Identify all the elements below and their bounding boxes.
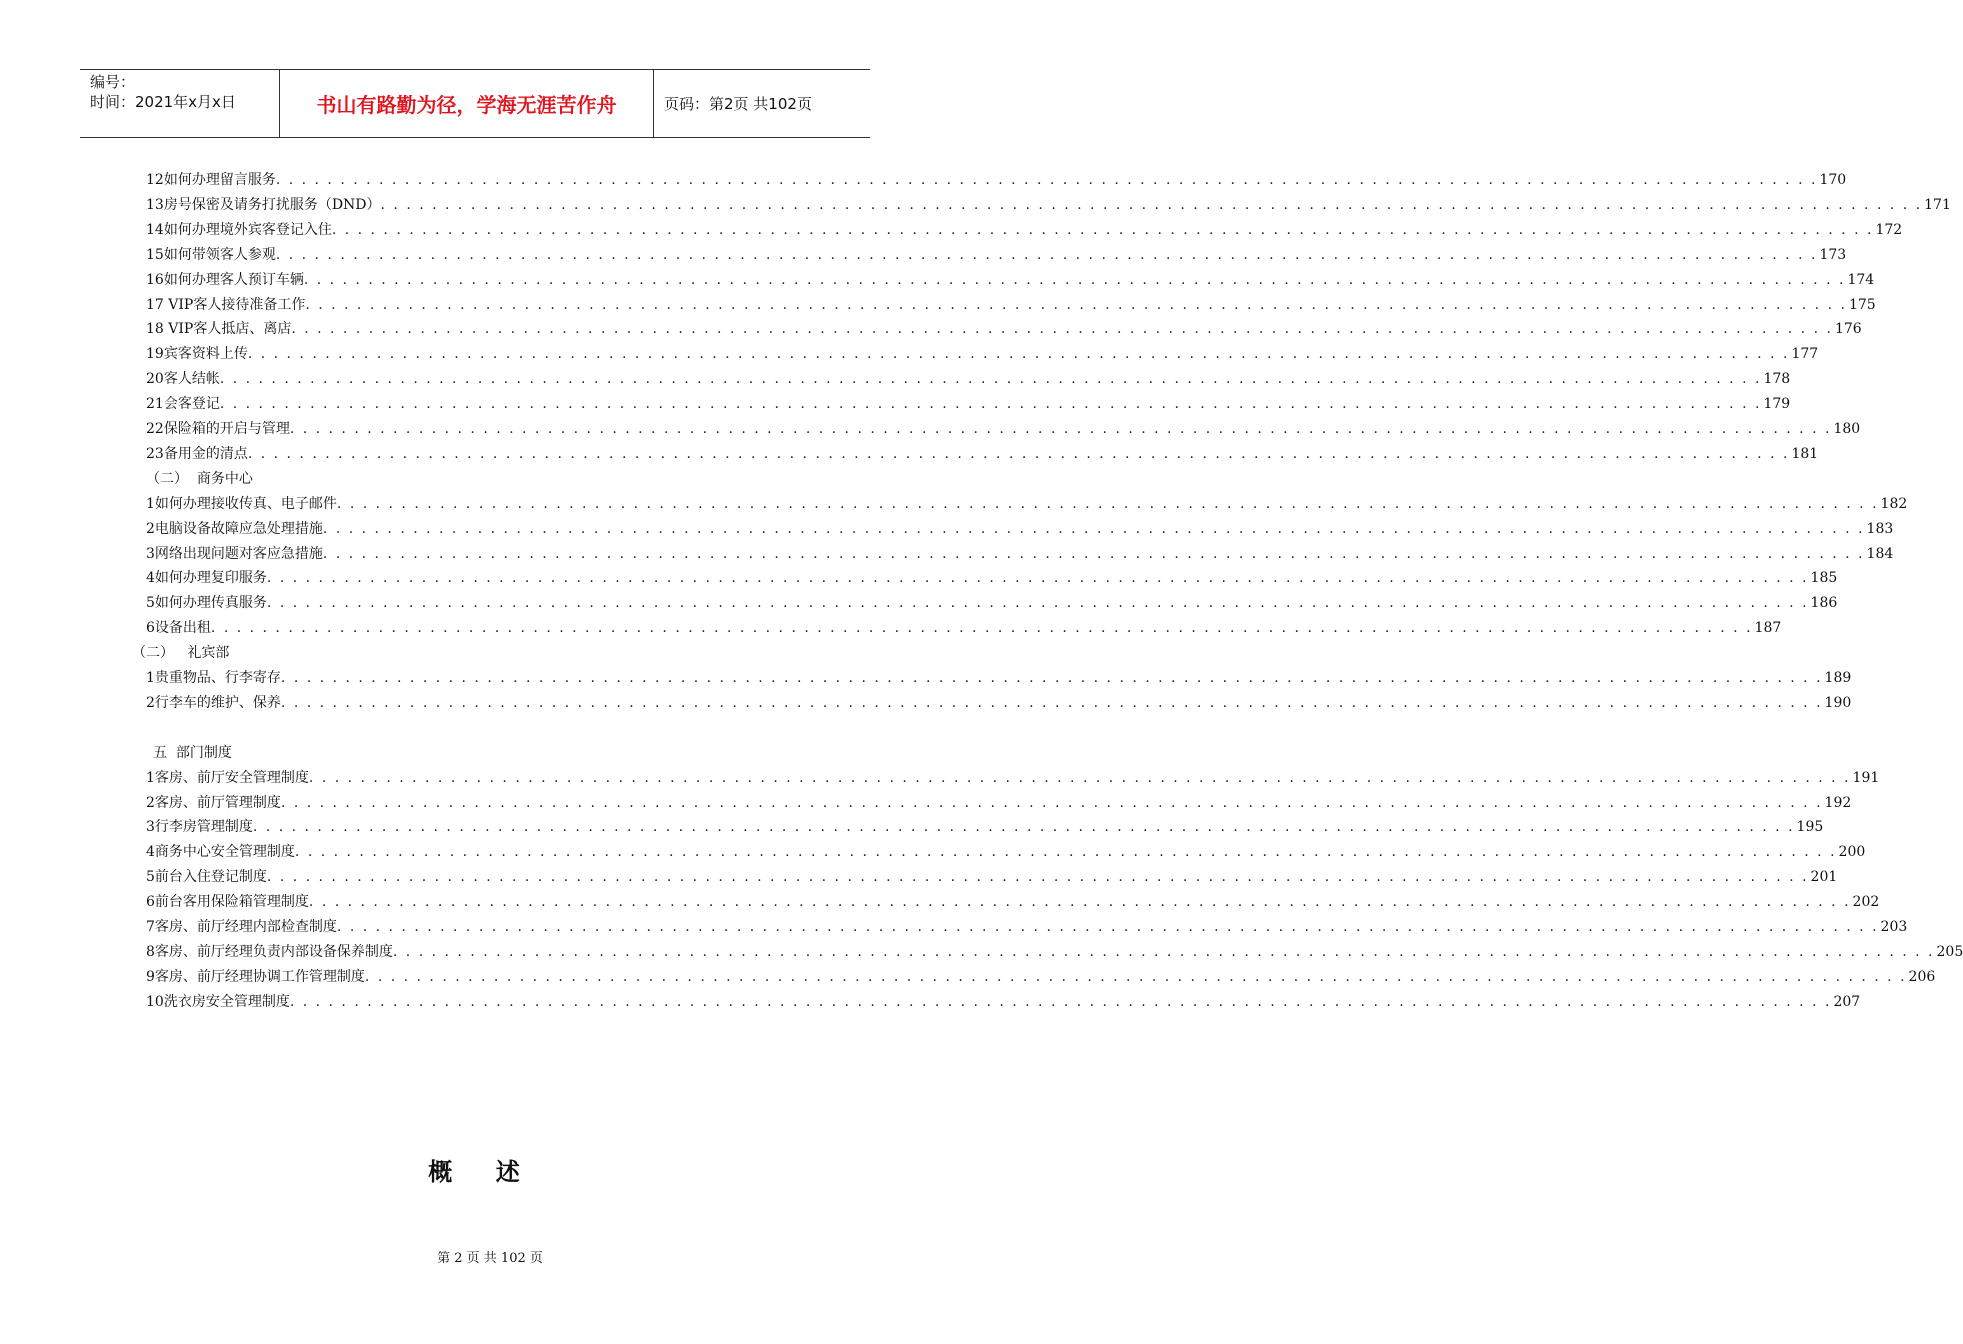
toc-entry-title: 8客房、前厅经理负责内部设备保养制度 bbox=[146, 943, 393, 960]
toc-entry-page: 201 bbox=[1810, 869, 1838, 886]
toc-leader-dots: . . . . . . . . . . . . . . . . . . . . . . . . . . . . . . . . . . . . . . . . . . . . . . . . . . . . . . . . . . . . . . . . . . . . . . . . . . . . . . . . . . . . . . . . . . . . . . . . . . . . . . . . . . . . . . . . . . . . . . . . bbox=[305, 296, 1847, 313]
toc-entry-page: 187 bbox=[1754, 620, 1782, 637]
toc-entry[interactable] bbox=[146, 517, 1894, 541]
toc-leader-dots: . . . . . . . . . . . . . . . . . . . . . . . . . . . . . . . . . . . . . . . . . . . . . . . . . . . . . . . . . . . . . . . . . . . . . . . . . . . . . . . . . . . . . . . . . . . . . . . . . . . . . . . . . . . . . . . . . . . . . . . . bbox=[266, 869, 1809, 886]
toc-leader-dots: . . . . . . . . . . . . . . . . . . . . . . . . . . . . . . . . . . . . . . . . . . . . . . . . . . . . . . . . . . . . . . . . . . . . . . . . . . . . . . . . . . . . . . . . . . . . . . . . . . . . . . . . . . . . . . . . . . . . . . . . bbox=[322, 545, 1865, 562]
toc-entry-title: 1贵重物品、行李寄存 bbox=[146, 670, 281, 686]
toc-entry-page: 176 bbox=[1834, 321, 1862, 338]
toc-entry-title: 6前台客用保险箱管理制度 bbox=[146, 894, 309, 911]
toc-entry-title: 7客房、前厅经理内部检查制度 bbox=[146, 919, 337, 935]
toc-leader-dots: . . . . . . . . . . . . . . . . . . . . . . . . . . . . . . . . . . . . . . . . . . . . . . . . . . . . . . . . . . . . . . . . . . . . . . . . . . . . . . . . . . . . . . . . . . . . . . . . . . . . . . . . . . . . . . . . . . . . . . . . bbox=[210, 620, 1753, 637]
toc-entry[interactable] bbox=[146, 791, 1852, 815]
toc-entry-title: 17 VIP客人接待准备工作 bbox=[146, 296, 306, 313]
toc-leader-dots: . . . . . . . . . . . . . . . . . . . . . . . . . . . . . . . . . . . . . . . . . . . . . . . . . . . . . . . . . . . . . . . . . . . . . . . . . . . . . . . . . . . . . . . . . . . . . . . . . . . . . . . . . . . . . . . . . . . . . . . . bbox=[289, 421, 1832, 437]
toc-entry[interactable] bbox=[146, 840, 1866, 864]
toc-entry[interactable] bbox=[146, 342, 1819, 366]
section-department-rules: 五 部门制度 bbox=[153, 744, 232, 761]
toc-entry-page: 205 bbox=[1936, 943, 1963, 960]
page-info: 页码：第2页 共102页 bbox=[664, 95, 812, 113]
toc-entry[interactable] bbox=[146, 168, 1847, 192]
toc-entry[interactable] bbox=[146, 591, 1838, 615]
page-footer: 第 2 页 共 102 页 bbox=[437, 1251, 543, 1266]
toc-entry[interactable] bbox=[146, 367, 1791, 391]
toc-leader-dots: . . . . . . . . . . . . . . . . . . . . . . . . . . . . . . . . . . . . . . . . . . . . . . . . . . . . . . . . . . . . . . . . . . . . . . . . . . . . . . . . . . . . . . . . . . . . . . . . . . . . . . . . . . . . . . . . . . . . . . . . bbox=[280, 694, 1823, 711]
toc-entry-page: 178 bbox=[1763, 371, 1791, 388]
toc-entry-page: 182 bbox=[1880, 495, 1908, 512]
toc-entry-title: 4商务中心安全管理制度 bbox=[146, 844, 295, 861]
toc-leader-dots: . . . . . . . . . . . . . . . . . . . . . . . . . . . . . . . . . . . . . . . . . . . . . . . . . . . . . . . . . . . . . . . . . . . . . . . . . . . . . . . . . . . . . . . . . . . . . . . . . . . . . . . . . . . . . . . . . . . . . . . . bbox=[275, 172, 1818, 188]
toc-leader-dots: . . . . . . . . . . . . . . . . . . . . . . . . . . . . . . . . . . . . . . . . . . . . . . . . . . . . . . . . . . . . . . . . . . . . . . . . . . . . . . . . . . . . . . . . . . . . . . . . . . . . . . . . . . . . . . . . . . . . . . . . bbox=[275, 246, 1818, 263]
toc-entry[interactable] bbox=[146, 317, 1862, 341]
toc-entry-title: 4如何办理复印服务 bbox=[146, 570, 267, 587]
toc-entry-page: 186 bbox=[1810, 595, 1838, 612]
toc-entry[interactable] bbox=[146, 691, 1852, 715]
number-label: 编号： bbox=[90, 73, 136, 91]
toc-entry[interactable] bbox=[146, 965, 1936, 989]
toc-entry[interactable] bbox=[146, 193, 1951, 217]
toc-entry[interactable] bbox=[146, 766, 1880, 790]
toc-entry-page: 171 bbox=[1924, 196, 1951, 213]
toc-entry-page: 179 bbox=[1763, 396, 1791, 413]
toc-entry-title: 1客房、前厅安全管理制度 bbox=[146, 769, 309, 786]
toc-entry-title: 3行李房管理制度 bbox=[146, 819, 253, 836]
toc-entry[interactable] bbox=[146, 392, 1791, 416]
toc-entry-title: 22保险箱的开启与管理 bbox=[146, 421, 290, 437]
toc-leader-dots: . . . . . . . . . . . . . . . . . . . . . . . . . . . . . . . . . . . . . . . . . . . . . . . . . . . . . . . . . . . . . . . . . . . . . . . . . . . . . . . . . . . . . . . . . . . . . . . . . . . . . . . . . . . . . . . . . . . . . . . . bbox=[364, 968, 1907, 985]
toc-entry-title: 20客人结帐 bbox=[146, 371, 220, 388]
toc-entry-page: 192 bbox=[1824, 794, 1852, 811]
toc-entry-title: 5如何办理传真服务 bbox=[146, 595, 267, 612]
toc-leader-dots: . . . . . . . . . . . . . . . . . . . . . . . . . . . . . . . . . . . . . . . . . . . . . . . . . . . . . . . . . . . . . . . . . . . . . . . . . . . . . . . . . . . . . . . . . . . . . . . . . . . . . . . . . . . . . . . . . . . . . . . . bbox=[308, 894, 1851, 911]
toc-leader-dots: . . . . . . . . . . . . . . . . . . . . . . . . . . . . . . . . . . . . . . . . . . . . . . . . . . . . . . . . . . . . . . . . . . . . . . . . . . . . . . . . . . . . . . . . . . . . . . . . . . . . . . . . . . . . . . . . . . . . . . . . bbox=[280, 670, 1823, 686]
toc-entry[interactable] bbox=[146, 542, 1894, 566]
toc-entry-page: 181 bbox=[1791, 445, 1819, 462]
toc-entry-page: 173 bbox=[1819, 246, 1847, 263]
toc-entry[interactable] bbox=[146, 243, 1847, 267]
toc-entry-title: 5前台入住登记制度 bbox=[146, 869, 267, 886]
section-heading: 概 述 bbox=[428, 1158, 522, 1186]
toc-entry-page: 191 bbox=[1852, 769, 1880, 786]
toc-leader-dots: . . . . . . . . . . . . . . . . . . . . . . . . . . . . . . . . . . . . . . . . . . . . . . . . . . . . . . . . . . . . . . . . . . . . . . . . . . . . . . . . . . . . . . . . . . . . . . . . . . . . . . . . . . . . . . . . . . . . . . . . bbox=[294, 844, 1837, 861]
toc-entry[interactable] bbox=[146, 666, 1852, 690]
toc-entry-title: 19宾客资料上传 bbox=[146, 346, 248, 363]
toc-leader-dots: . . . . . . . . . . . . . . . . . . . . . . . . . . . . . . . . . . . . . . . . . . . . . . . . . . . . . . . . . . . . . . . . . . . . . . . . . . . . . . . . . . . . . . . . . . . . . . . . . . . . . . . . . . . . . . . . . . . . . . . . bbox=[308, 769, 1851, 786]
toc-entry-page: 180 bbox=[1833, 421, 1861, 437]
toc-leader-dots: . . . . . . . . . . . . . . . . . . . . . . . . . . . . . . . . . . . . . . . . . . . . . . . . . . . . . . . . . . . . . . . . . . . . . . . . . . . . . . . . . . . . . . . . . . . . . . . . . . . . . . . . . . . . . . . . . . . . . . . . bbox=[336, 495, 1879, 512]
toc-entry[interactable] bbox=[146, 566, 1838, 590]
toc-leader-dots: . . . . . . . . . . . . . . . . . . . . . . . . . . . . . . . . . . . . . . . . . . . . . . . . . . . . . . . . . . . . . . . . . . . . . . . . . . . . . . . . . . . . . . . . . . . . . . . . . . . . . . . . . . . . . . . . . . . . . . . . bbox=[219, 371, 1762, 388]
toc-entry-title: 10洗衣房安全管理制度 bbox=[146, 993, 290, 1010]
toc-entry[interactable] bbox=[146, 442, 1819, 466]
toc-leader-dots: . . . . . . . . . . . . . . . . . . . . . . . . . . . . . . . . . . . . . . . . . . . . . . . . . . . . . . . . . . . . . . . . . . . . . . . . . . . . . . . . . . . . . . . . . . . . . . . . . . . . . . . . . . . . . . . . . . . . . . . . bbox=[266, 570, 1809, 587]
toc-entry[interactable] bbox=[146, 915, 1908, 939]
toc-entry[interactable] bbox=[146, 890, 1880, 914]
toc-leader-dots: . . . . . . . . . . . . . . . . . . . . . . . . . . . . . . . . . . . . . . . . . . . . . . . . . . . . . . . . . . . . . . . . . . . . . . . . . . . . . . . . . . . . . . . . . . . . . . . . . . . . . . . . . . . . . . . . . . . . . . . . bbox=[280, 794, 1823, 811]
toc-leader-dots: . . . . . . . . . . . . . . . . . . . . . . . . . . . . . . . . . . . . . . . . . . . . . . . . . . . . . . . . . . . . . . . . . . . . . . . . . . . . . . . . . . . . . . . . . . . . . . . . . . . . . . . . . . . . . . . . . . . . . . . . bbox=[219, 396, 1762, 413]
toc-entry-title: 6设备出租 bbox=[146, 620, 211, 637]
toc-entry-page: 183 bbox=[1866, 520, 1894, 537]
toc-entry[interactable] bbox=[146, 218, 1903, 242]
toc-entry-title: 16如何办理客人预订车辆 bbox=[146, 271, 304, 288]
time-label: 时间：2021年x月x日 bbox=[90, 93, 236, 111]
toc-entry[interactable] bbox=[146, 990, 1861, 1014]
toc-entry-page: 170 bbox=[1819, 172, 1847, 188]
toc-leader-dots: . . . . . . . . . . . . . . . . . . . . . . . . . . . . . . . . . . . . . . . . . . . . . . . . . . . . . . . . . . . . . . . . . . . . . . . . . . . . . . . . . . . . . . . . . . . . . . . . . . . . . . . . . . . . . . . . . . . . . . . . bbox=[303, 271, 1846, 288]
toc-leader-dots: . . . . . . . . . . . . . . . . . . . . . . . . . . . . . . . . . . . . . . . . . . . . . . . . . . . . . . . . . . . . . . . . . . . . . . . . . . . . . . . . . . . . . . . . . . . . . . . . . . . . . . . . . . . . . . . . . . . . . . . . bbox=[252, 819, 1795, 836]
toc-leader-dots: . . . . . . . . . . . . . . . . . . . . . . . . . . . . . . . . . . . . . . . . . . . . . . . . . . . . . . . . . . . . . . . . . . . . . . . . . . . . . . . . . . . . . . . . . . . . . . . . . . . . . . . . . . . . . . . . . . . . . . . . bbox=[266, 595, 1809, 612]
toc-entry-title: 2客房、前厅管理制度 bbox=[146, 794, 281, 811]
toc-entry[interactable] bbox=[146, 815, 1824, 839]
toc-leader-dots: . . . . . . . . . . . . . . . . . . . . . . . . . . . . . . . . . . . . . . . . . . . . . . . . . . . . . . . . . . . . . . . . . . . . . . . . . . . . . . . . . . . . . . . . . . . . . . . . . . . . . . . . . . . . . . . . . . . . . . . . bbox=[322, 520, 1865, 537]
toc-leader-dots: . . . . . . . . . . . . . . . . . . . . . . . . . . . . . . . . . . . . . . . . . . . . . . . . . . . . . . . . . . . . . . . . . . . . . . . . . . . . . . . . . . . . . . . . . . . . . . . . . . . . . . . . . . . . . . . . . . . . . . . . bbox=[247, 346, 1790, 363]
toc-entry[interactable] bbox=[146, 940, 1963, 964]
toc-leader-dots: . . . . . . . . . . . . . . . . . . . . . . . . . . . . . . . . . . . . . . . . . . . . . . . . . . . . . . . . . . . . . . . . . . . . . . . . . . . . . . . . . . . . . . . . . . . . . . . . . . . . . . . . . . . . . . . . . . . . . . . . bbox=[291, 321, 1833, 338]
toc-entry-title: 9客房、前厅经理协调工作管理制度 bbox=[146, 968, 365, 985]
toc-entry-page: 190 bbox=[1824, 694, 1852, 711]
section-business-center: （二） 商务中心 bbox=[146, 470, 253, 487]
toc-entry-page: 175 bbox=[1848, 296, 1876, 313]
toc-entry-page: 172 bbox=[1875, 221, 1903, 238]
toc-entry-page: 200 bbox=[1838, 844, 1866, 861]
section-concierge: （二） 礼宾部 bbox=[132, 645, 230, 662]
motto: 书山有路勤为径，学海无涯苦作舟 bbox=[280, 70, 654, 137]
toc-leader-dots: . . . . . . . . . . . . . . . . . . . . . . . . . . . . . . . . . . . . . . . . . . . . . . . . . . . . . . . . . . . . . . . . . . . . . . . . . . . . . . . . . . . . . . . . . . . . . . . . . . . . . . . . . . . . . . . . . . . . . . . . bbox=[247, 445, 1790, 462]
toc-entry-title: 21会客登记 bbox=[146, 396, 220, 413]
toc-entry[interactable] bbox=[146, 616, 1782, 640]
toc-entry-title: 1如何办理接收传真、电子邮件 bbox=[146, 495, 337, 512]
toc-entry-title: 14如何办理境外宾客登记入住 bbox=[146, 221, 332, 238]
toc-entry-title: 3网络出现问题对客应急措施 bbox=[146, 545, 323, 562]
toc-entry-title: 2电脑设备故障应急处理措施 bbox=[146, 520, 323, 537]
toc-entry[interactable] bbox=[146, 268, 1875, 292]
toc-leader-dots: . . . . . . . . . . . . . . . . . . . . . . . . . . . . . . . . . . . . . . . . . . . . . . . . . . . . . . . . . . . . . . . . . . . . . . . . . . . . . . . . . . . . . . . . . . . . . . . . . . . . . . . . . . . . . . . . . . . . . . . . bbox=[289, 993, 1832, 1010]
toc-entry[interactable] bbox=[146, 492, 1908, 516]
toc-entry-title: 12如何办理留言服务 bbox=[146, 172, 276, 188]
toc-entry-page: 184 bbox=[1866, 545, 1894, 562]
toc-entry-page: 185 bbox=[1810, 570, 1838, 587]
toc-entry-page: 189 bbox=[1824, 670, 1852, 686]
toc-entry-page: 195 bbox=[1796, 819, 1824, 836]
toc-leader-dots: . . . . . . . . . . . . . . . . . . . . . . . . . . . . . . . . . . . . . . . . . . . . . . . . . . . . . . . . . . . . . . . . . . . . . . . . . . . . . . . . . . . . . . . . . . . . . . . . . . . . . . . . . . . . . . . . . . . . . . . . bbox=[331, 221, 1874, 238]
page-header bbox=[80, 69, 870, 138]
toc-entry-page: 206 bbox=[1908, 968, 1936, 985]
toc-entry-title: 23备用金的清点 bbox=[146, 445, 248, 462]
toc-entry-title: 2行李车的维护、保养 bbox=[146, 694, 281, 711]
toc-entry-page: 207 bbox=[1833, 993, 1861, 1010]
toc-entry-title: 18 VIP客人抵店、离店 bbox=[146, 321, 292, 338]
toc-entry-page: 202 bbox=[1852, 894, 1880, 911]
toc-entry-page: 177 bbox=[1791, 346, 1819, 363]
header-left-cell bbox=[80, 70, 280, 137]
toc-entry-title: 13房号保密及请务打扰服务（DND） bbox=[146, 196, 381, 213]
toc-entry[interactable] bbox=[146, 865, 1838, 889]
toc-leader-dots: . . . . . . . . . . . . . . . . . . . . . . . . . . . . . . . . . . . . . . . . . . . . . . . . . . . . . . . . . . . . . . . . . . . . . . . . . . . . . . . . . . . . . . . . . . . . . . . . . . . . . . . . . . . . . . . . . . . . . . . . bbox=[392, 943, 1935, 960]
toc-entry[interactable] bbox=[146, 417, 1861, 441]
toc-entry[interactable] bbox=[146, 293, 1876, 317]
toc-leader-dots: . . . . . . . . . . . . . . . . . . . . . . . . . . . . . . . . . . . . . . . . . . . . . . . . . . . . . . . . . . . . . . . . . . . . . . . . . . . . . . . . . . . . . . . . . . . . . . . . . . . . . . . . . . . . . . . . . . . . . . . . bbox=[336, 919, 1879, 935]
toc-entry-page: 174 bbox=[1847, 271, 1875, 288]
toc-entry-title: 15如何带领客人参观 bbox=[146, 246, 276, 263]
toc-leader-dots: . . . . . . . . . . . . . . . . . . . . . . . . . . . . . . . . . . . . . . . . . . . . . . . . . . . . . . . . . . . . . . . . . . . . . . . . . . . . . . . . . . . . . . . . . . . . . . . . . . . . . . . . . . . . . . . . . . . . . . . . bbox=[380, 196, 1923, 213]
toc-entry-page: 203 bbox=[1880, 919, 1908, 935]
